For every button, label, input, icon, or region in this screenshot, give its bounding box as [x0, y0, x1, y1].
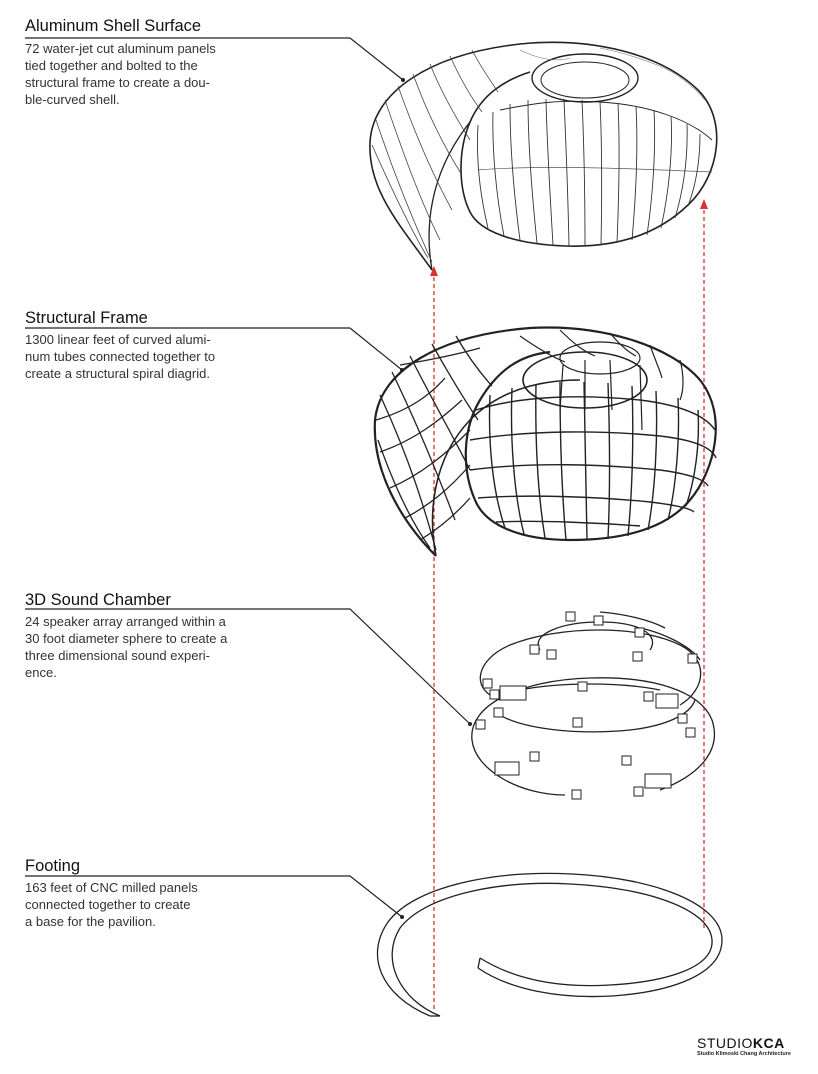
aluminum-shell-drawing: [370, 42, 717, 270]
label-title: Footing: [25, 857, 81, 875]
structural-frame-drawing: [375, 328, 716, 556]
arrow-right-top: [700, 199, 708, 209]
leader-dot-footing: [400, 915, 404, 919]
footing-drawing: [377, 873, 722, 1016]
leader-dot-sound: [468, 722, 472, 726]
logo-subtitle: Studio Klimoski Chang Architecture: [697, 1051, 791, 1057]
label-title: Structural Frame: [25, 309, 148, 327]
label-description: 163 feet of CNC milled panels connected together to create a base for the pavilion.: [25, 880, 198, 929]
label-title: Aluminum Shell Surface: [25, 17, 202, 35]
leader-lines: [25, 38, 470, 917]
logo-wordmark: STUDIOKCA: [697, 1035, 785, 1051]
sound-chamber-drawing: [472, 612, 715, 799]
label-sound-chamber: [25, 590, 285, 681]
label-description: 1300 linear feet of curved alumi- num tubes connected together to create a structural spiral diagrid.: [25, 332, 216, 381]
leader-dot-shell: [401, 78, 405, 82]
label-description: 72 water-jet cut aluminum panels tied together and bolted to the structural frame to create a dou- ble-curved shell.: [25, 41, 216, 107]
studio-logo: [697, 1036, 791, 1058]
label-aluminum-shell: [25, 16, 285, 108]
label-footing: [25, 856, 285, 930]
speaker-group: [476, 612, 697, 799]
label-title: 3D Sound Chamber: [25, 591, 171, 609]
label-description: 24 speaker array arranged within a 30 foot diameter sphere to create a three dimensional sound experi- ence.: [25, 614, 228, 680]
label-structural-frame: [25, 308, 285, 382]
